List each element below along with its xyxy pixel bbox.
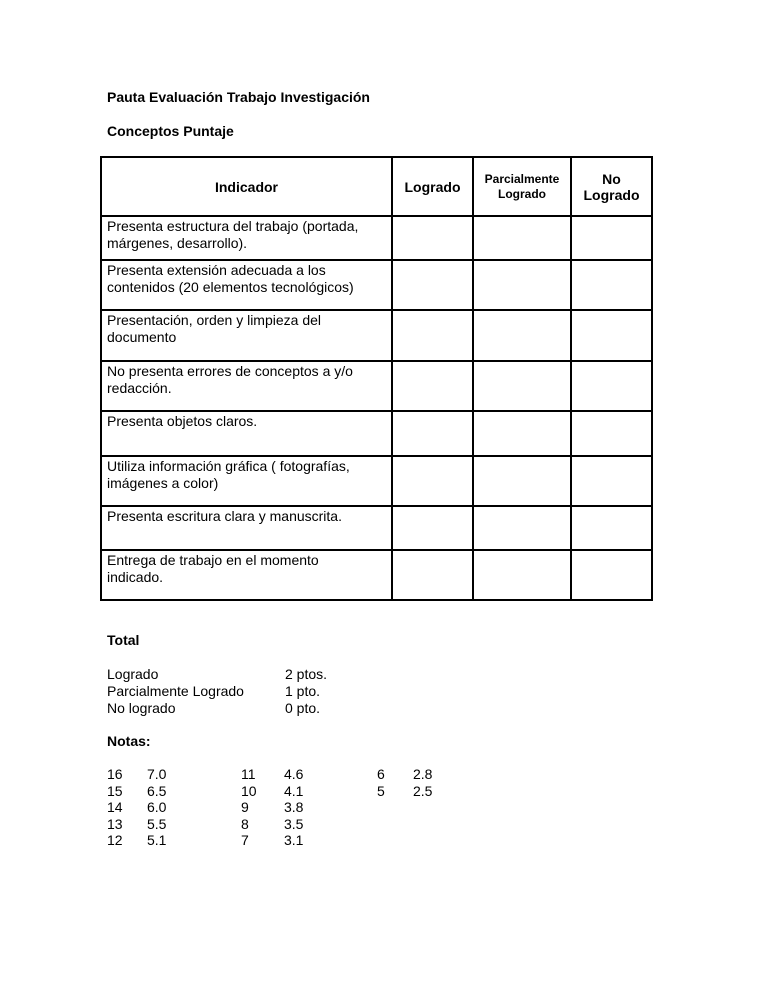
score: 13 bbox=[107, 815, 123, 832]
score: 16 bbox=[107, 766, 123, 782]
indicator-line2: indicado. bbox=[107, 569, 164, 585]
parcial-cell bbox=[473, 506, 571, 550]
grade: 7.0 bbox=[147, 766, 167, 782]
header-parcialmente-logrado bbox=[473, 157, 571, 216]
parcial-cell bbox=[473, 361, 571, 411]
grade: 3.5 bbox=[284, 815, 304, 832]
score: 11 bbox=[241, 766, 256, 782]
grade: 5.1 bbox=[147, 832, 167, 849]
list-item bbox=[241, 832, 303, 849]
table-row bbox=[101, 310, 652, 361]
grade: 5.5 bbox=[147, 815, 167, 832]
indicator-line2: contenidos (20 elementos tecnológicos) bbox=[107, 279, 354, 295]
list-item bbox=[377, 766, 432, 783]
score: 9 bbox=[241, 799, 249, 816]
logrado-cell bbox=[392, 506, 473, 550]
list-item bbox=[107, 700, 327, 717]
header-no-line1: No bbox=[602, 170, 621, 187]
list-item bbox=[107, 816, 166, 833]
grade: 4.6 bbox=[284, 766, 304, 782]
rubric-header-row bbox=[101, 157, 652, 216]
notas-heading: Notas: bbox=[107, 733, 151, 749]
list-item bbox=[107, 666, 327, 683]
logrado-cell bbox=[392, 550, 473, 600]
list-item bbox=[107, 832, 166, 849]
no-logrado-cell bbox=[571, 550, 652, 600]
header-indicador: Indicador bbox=[101, 157, 392, 216]
indicator-line2: márgenes, desarrollo). bbox=[107, 235, 248, 251]
score: 15 bbox=[107, 782, 123, 799]
indicator-line2: redacción. bbox=[107, 380, 172, 396]
no-logrado-cell bbox=[571, 506, 652, 550]
list-item bbox=[107, 783, 166, 800]
indicator-cell bbox=[101, 310, 392, 361]
indicator-cell bbox=[101, 456, 392, 506]
parcial-cell bbox=[473, 310, 571, 361]
notas-column-3 bbox=[377, 766, 432, 799]
indicator-cell bbox=[101, 361, 392, 411]
indicator-line1: Presenta escritura clara y manuscrita. bbox=[107, 508, 342, 524]
parcial-cell bbox=[473, 216, 571, 260]
points-label: No logrado bbox=[107, 700, 176, 716]
no-logrado-cell bbox=[571, 411, 652, 456]
points-value: 0 pto. bbox=[285, 700, 321, 716]
parcial-cell bbox=[473, 411, 571, 456]
list-item bbox=[107, 799, 166, 816]
score: 14 bbox=[107, 799, 123, 816]
indicator-line2: documento bbox=[107, 329, 177, 345]
logrado-cell bbox=[392, 260, 473, 310]
no-logrado-cell bbox=[571, 260, 652, 310]
no-logrado-cell bbox=[571, 361, 652, 411]
list-item bbox=[377, 783, 432, 800]
header-parcial-line1: Parcialmente bbox=[484, 171, 560, 186]
logrado-cell bbox=[392, 456, 473, 506]
score: 12 bbox=[107, 832, 123, 849]
list-item bbox=[241, 783, 303, 800]
score: 8 bbox=[241, 815, 249, 832]
no-logrado-cell bbox=[571, 310, 652, 361]
notas-column-1 bbox=[107, 766, 166, 849]
parcial-cell bbox=[473, 550, 571, 600]
indicator-cell bbox=[101, 411, 392, 456]
notas-column-2 bbox=[241, 766, 303, 849]
points-label: Parcialmente Logrado bbox=[107, 683, 244, 699]
list-item bbox=[241, 766, 303, 783]
header-parcial-line2: Logrado bbox=[498, 186, 546, 201]
indicator-line1: Utiliza información gráfica ( fotografías, bbox=[107, 458, 350, 474]
indicator-line1: Presenta objetos claros. bbox=[107, 413, 258, 429]
grade: 3.8 bbox=[284, 799, 304, 816]
indicator-line2: imágenes a color) bbox=[107, 475, 219, 491]
indicator-line1: Presenta estructura del trabajo (portada, bbox=[107, 218, 359, 234]
score: 5 bbox=[377, 782, 385, 799]
points-value: 2 ptos. bbox=[285, 666, 328, 682]
parcial-cell bbox=[473, 456, 571, 506]
list-item bbox=[107, 766, 166, 783]
indicator-cell bbox=[101, 216, 392, 260]
list-item bbox=[241, 799, 303, 816]
indicator-line1: No presenta errores de conceptos a y/o bbox=[107, 363, 353, 379]
score: 6 bbox=[377, 766, 385, 782]
grade: 4.1 bbox=[284, 782, 304, 799]
header-no-logrado bbox=[571, 157, 652, 216]
document-subtitle: Conceptos Puntaje bbox=[107, 123, 234, 139]
score: 7 bbox=[241, 832, 249, 849]
points-label: Logrado bbox=[107, 666, 159, 682]
table-row bbox=[101, 361, 652, 411]
indicator-cell bbox=[101, 260, 392, 310]
table-row bbox=[101, 456, 652, 506]
indicator-line1: Presenta extensión adecuada a los bbox=[107, 262, 326, 278]
list-item bbox=[241, 816, 303, 833]
table-row bbox=[101, 411, 652, 456]
grade: 2.5 bbox=[413, 782, 433, 799]
points-list bbox=[107, 666, 327, 717]
points-value: 1 pto. bbox=[285, 683, 321, 699]
no-logrado-cell bbox=[571, 216, 652, 260]
table-row bbox=[101, 506, 652, 550]
grade: 6.0 bbox=[147, 799, 167, 816]
table-row bbox=[101, 260, 652, 310]
grade: 2.8 bbox=[413, 766, 433, 782]
score: 10 bbox=[241, 782, 257, 799]
header-no-line2: Logrado bbox=[583, 186, 640, 203]
parcial-cell bbox=[473, 260, 571, 310]
grade: 6.5 bbox=[147, 782, 167, 799]
logrado-cell bbox=[392, 310, 473, 361]
logrado-cell bbox=[392, 216, 473, 260]
no-logrado-cell bbox=[571, 456, 652, 506]
rubric-table bbox=[100, 156, 653, 601]
grade: 3.1 bbox=[284, 832, 304, 849]
indicator-cell bbox=[101, 506, 392, 550]
document-title: Pauta Evaluación Trabajo Investigación bbox=[107, 89, 370, 105]
indicator-cell bbox=[101, 550, 392, 600]
list-item bbox=[107, 683, 327, 700]
logrado-cell bbox=[392, 361, 473, 411]
logrado-cell bbox=[392, 411, 473, 456]
indicator-line1: Entrega de trabajo en el momento bbox=[107, 552, 319, 568]
table-row bbox=[101, 550, 652, 600]
table-row bbox=[101, 216, 652, 260]
header-logrado: Logrado bbox=[392, 157, 473, 216]
total-heading: Total bbox=[107, 632, 140, 648]
indicator-line1: Presentación, orden y limpieza del bbox=[107, 312, 322, 328]
